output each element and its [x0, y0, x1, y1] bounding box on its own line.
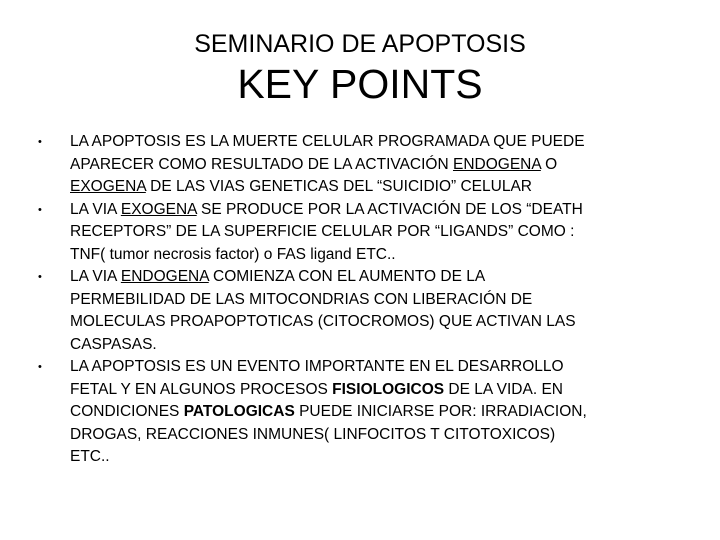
bullet-text: LA APOPTOSIS ES LA MUERTE CELULAR PROGRAMADA QUE PUEDE APARECER COMO RESULTADO DE LA ACTIVACIÓN — [70, 133, 585, 173]
bullet-dot-icon: • — [38, 271, 42, 283]
underlined-term: ENDOGENA — [120, 268, 209, 285]
bullet-apoptosis-definition — [38, 131, 688, 199]
bullet-exogenous-pathway — [38, 199, 688, 267]
bullet-text: LA APOPTOSIS ES UN EVENTO IMPORTANTE EN EL DESARROLLO FETAL Y EN ALGUNOS PROCESOS — [70, 358, 564, 398]
bullet-dot-icon: • — [38, 361, 42, 373]
bullet-text: LA VIA — [70, 268, 121, 285]
underlined-term: EXOGENA — [120, 200, 197, 218]
bold-term: PATOLOGICAS — [183, 403, 295, 420]
bullet-text: COMIENZA CON EL AUMENTO DE LA PERMEBILIDAD DE LAS MITOCONDRIAS CON LIBERACIÓN DE MOLECULAS PROAPOPTOTICAS (CITOCROMOS) QUE ACTIVAN LAS CASPASAS. — [70, 268, 576, 353]
key-points-list — [38, 131, 688, 469]
slide-title: KEY POINTS — [237, 61, 483, 107]
bullet-apoptosis-importance — [38, 356, 688, 469]
bold-term: FISIOLOGICOS — [332, 380, 445, 398]
bullet-text: DE LA VIDA. EN CONDICIONES — [70, 380, 563, 420]
underlined-term: ENDOGENA — [452, 155, 541, 173]
bullet-text: DE LAS VIAS GENETICAS DEL “SUICIDIO” CELULAR — [145, 178, 532, 195]
bullet-dot-icon: • — [38, 203, 42, 216]
bullet-dot-icon: • — [38, 136, 42, 148]
bullet-text: PUEDE INICIARSE POR: IRRADIACION, DROGAS, REACCIONES INMUNES( LINFOCITOS T CITOTOXICOS) ETC.. — [70, 403, 587, 465]
bullet-endogenous-pathway — [38, 266, 688, 356]
bullet-text: O — [545, 155, 558, 173]
bullet-text: SE PRODUCE POR LA ACTIVACIÓN DE LOS “DEATH RECEPTORS” DE LA SUPERFICIE CELULAR POR “LIGANDS” COMO : TNF( tumor necrosis factor) o FAS ligand ETC.. — [70, 200, 583, 263]
bullet-text: LA VIA — [70, 200, 121, 218]
slide-subtitle: SEMINARIO DE APOPTOSIS — [194, 30, 526, 58]
underlined-term: EXOGENA — [70, 178, 146, 195]
